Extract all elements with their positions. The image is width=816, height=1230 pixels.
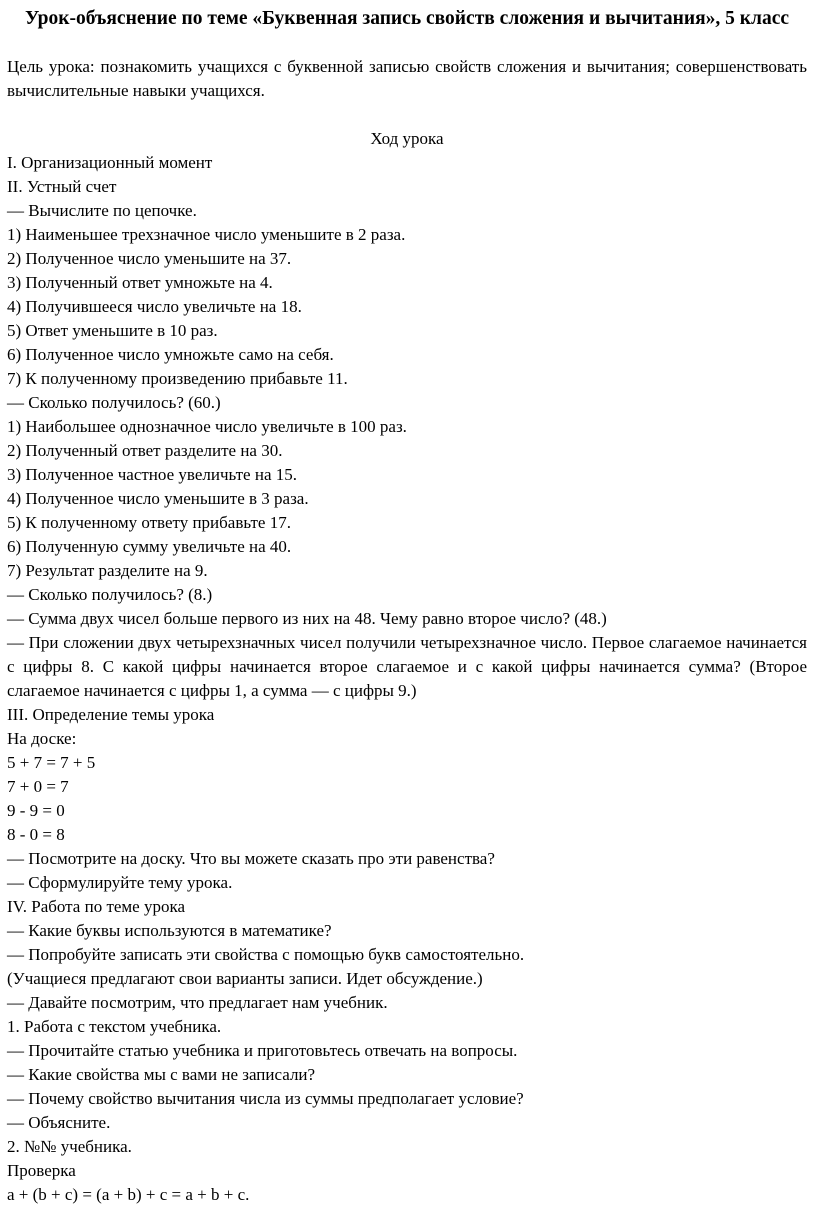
teacher-line: — Давайте посмотрим, что предлагает нам учебник.	[7, 993, 388, 1012]
task-1-heading: 1. Работа с текстом учебника.	[7, 1017, 222, 1036]
stage-1-heading: I. Организационный момент	[7, 153, 213, 172]
formula-line: a + (b + c) = (a + b) + c = a + b + c.	[7, 1185, 250, 1204]
teacher-line: — Вычислите по цепочке.	[7, 201, 197, 220]
chain-2-step-5: 5) К полученному ответу прибавьте 17.	[7, 513, 291, 532]
stage-4-heading: IV. Работа по теме урока	[7, 897, 186, 916]
board-intro: На доске:	[7, 729, 77, 748]
teacher-line: — Сформулируйте тему урока.	[7, 873, 233, 892]
teacher-line: — Сколько получилось? (60.)	[7, 393, 221, 412]
spacer	[7, 31, 807, 55]
board-equation-1: 5 + 7 = 7 + 5	[7, 753, 96, 772]
teacher-line: — Почему свойство вычитания числа из суммы предполагает условие?	[7, 1089, 524, 1108]
teacher-line: — Попробуйте записать эти свойства с помощью букв самостоятельно.	[7, 945, 525, 964]
task-2-heading: 2. №№ учебника.	[7, 1137, 132, 1156]
chain-1-step-6: 6) Полученное число умножьте само на себя.	[7, 345, 334, 364]
chain-1-step-7: 7) К полученному произведению прибавьте 11.	[7, 369, 348, 388]
chain-1-step-5: 5) Ответ уменьшите в 10 раз.	[7, 321, 218, 340]
remark-line: (Учащиеся предлагают свои варианты записи. Идет обсуждение.)	[7, 969, 483, 988]
section-heading-hod-uroka: Ход урока	[370, 129, 444, 148]
chain-1-step-1: 1) Наименьшее трехзначное число уменьшите в 2 раза.	[7, 225, 406, 244]
board-equation-2: 7 + 0 = 7	[7, 777, 69, 796]
chain-2-step-4: 4) Полученное число уменьшите в 3 раза.	[7, 489, 309, 508]
chain-1-step-2: 2) Полученное число уменьшите на 37.	[7, 249, 292, 268]
teacher-line: — Какие буквы используются в математике?	[7, 921, 332, 940]
teacher-line: — Сумма двух чисел больше первого из них на 48. Чему равно второе число? (48.)	[7, 609, 607, 628]
board-equation-4: 8 - 0 = 8	[7, 825, 65, 844]
chain-2-step-7: 7) Результат разделите на 9.	[7, 561, 208, 580]
teacher-line: — Объясните.	[7, 1113, 111, 1132]
chain-2-step-3: 3) Полученное частное увеличьте на 15.	[7, 465, 297, 484]
teacher-line: — Посмотрите на доску. Что вы можете сказать про эти равенства?	[7, 849, 495, 868]
chain-1-step-4: 4) Получившееся число увеличьте на 18.	[7, 297, 302, 316]
chain-2-step-1: 1) Наибольшее однозначное число увеличьте в 100 раз.	[7, 417, 407, 436]
lesson-goal: Цель урока: познакомить учащихся с буквенной записью свойств сложения и вычитания; совершенствовать вычислительные навыки учащихся.	[7, 57, 807, 100]
teacher-line: — При сложении двух четырехзначных чисел получили четырехзначное число. Первое слагаемое начинается с цифры 8. С какой цифры начинается второе слагаемое и с какой цифры начинается сумма? (Второе слагаемое начинается с цифры 1, а сумма — с цифры 9.)	[7, 633, 807, 700]
stage-2-heading: II. Устный счет	[7, 177, 117, 196]
document-title: Урок-объяснение по теме «Буквенная запись свойств сложения и вычитания», 5 класс	[24, 8, 790, 29]
check-heading: Проверка	[7, 1161, 76, 1180]
chain-2-step-6: 6) Полученную сумму увеличьте на 40.	[7, 537, 292, 556]
teacher-line: — Сколько получилось? (8.)	[7, 585, 213, 604]
stage-3-heading: III. Определение темы урока	[7, 705, 215, 724]
teacher-line: — Какие свойства мы с вами не записали?	[7, 1065, 316, 1084]
chain-2-step-2: 2) Полученный ответ разделите на 30.	[7, 441, 283, 460]
board-equation-3: 9 - 9 = 0	[7, 801, 65, 820]
document-body	[7, 6, 807, 1207]
teacher-line: — Прочитайте статью учебника и приготовьтесь отвечать на вопросы.	[7, 1041, 518, 1060]
spacer	[7, 103, 807, 127]
chain-1-step-3: 3) Полученный ответ умножьте на 4.	[7, 273, 273, 292]
